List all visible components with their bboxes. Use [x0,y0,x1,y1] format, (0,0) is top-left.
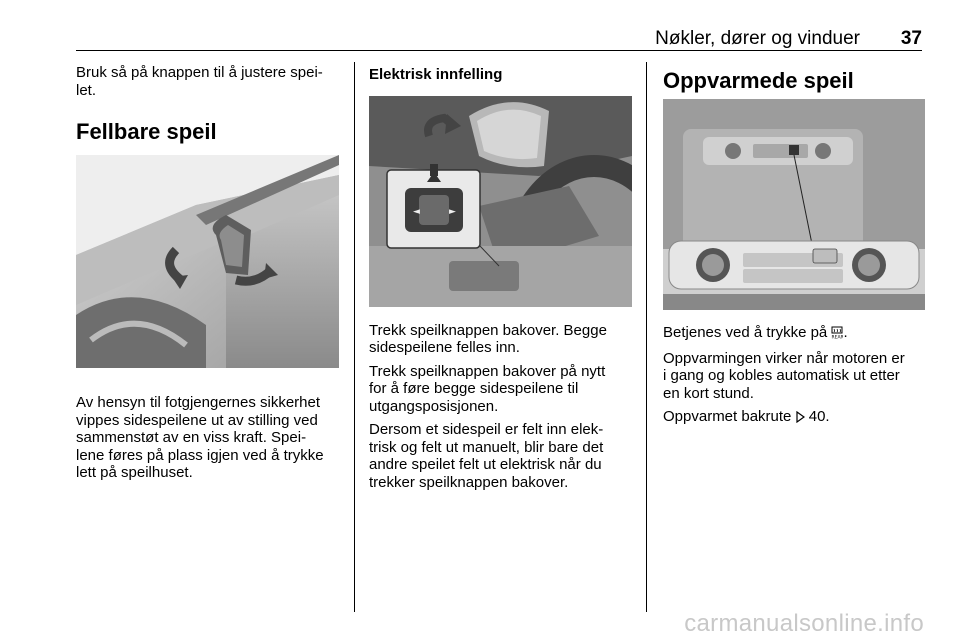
svg-text:►: ► [449,207,456,217]
body-line: sidespeilene felles inn. [369,339,520,356]
body-paragraph [369,363,632,416]
body-line: en kort stund. [663,384,754,402]
body-line: lene føres på plass igjen ved å trykke [76,446,324,464]
body-line: Trekk speilknappen bakover. Begge [369,321,607,339]
body-line: Dersom et sidespeil er felt inn elek- [369,421,604,438]
intro-line: Bruk så på knappen til å justere spei- [76,64,323,81]
body-paragraph [663,408,925,428]
body-line: Trekk speilknappen bakover på nytt [369,362,606,380]
page-header [76,28,922,50]
climate-panel-figure [663,99,925,310]
body-line: utgangsposisjonen. [369,397,499,415]
body-line: lett på speilhuset. [76,464,193,481]
section-heading: Fellbare speil [76,119,217,144]
body-line [663,324,925,344]
body-line: trekker speilknappen bakover. [369,473,569,491]
header-divider [76,50,922,51]
body-paragraph [369,322,632,357]
body-paragraph [369,421,632,491]
body-line: trisk og felt ut manuelt, blir bare det [369,438,604,456]
column-divider [354,62,355,612]
svg-text:◄: ◄ [413,207,420,217]
page-reference-arrow-icon [796,410,805,428]
body-line: sammenstøt av en viss kraft. Spei- [76,429,307,446]
header-title: Nøkler, dører og vinduer [655,28,860,49]
body-line: Av hensyn til fotgjengernes sikkerhet [76,394,321,411]
page-number: 37 [900,28,922,49]
column-divider [646,62,647,612]
body-paragraph [663,324,925,344]
body-line: vippes sidespeilene ut av stilling ved [76,411,318,429]
body-paragraph [663,350,925,403]
sentence-end: . [843,324,848,341]
section-heading: Oppvarmede speil [663,68,854,93]
body-line [663,408,925,428]
page-reference-link[interactable]: 40. [808,408,830,425]
folding-mirror-figure [76,155,339,368]
body-line: Oppvarmingen virker når motoren er [663,349,905,367]
intro-line: let. [76,81,97,99]
watermark: carmanualsonline.info [684,610,924,637]
body-text: Oppvarmet bakrute [663,408,792,425]
body-text: Betjenes ved å trykke på [663,324,828,341]
svg-text:REAR: REAR [831,335,844,339]
mirror-control-figure [369,96,632,307]
section-heading: Elektrisk innfelling [369,66,503,83]
rear-window-heat-icon [831,326,843,344]
body-line: i gang og kobles automatisk ut etter [663,367,900,384]
body-paragraph [76,394,342,482]
body-line: for å føre begge sidespeilene til [369,380,579,397]
body-line: andre speilet felt ut elektrisk når du [369,456,602,473]
